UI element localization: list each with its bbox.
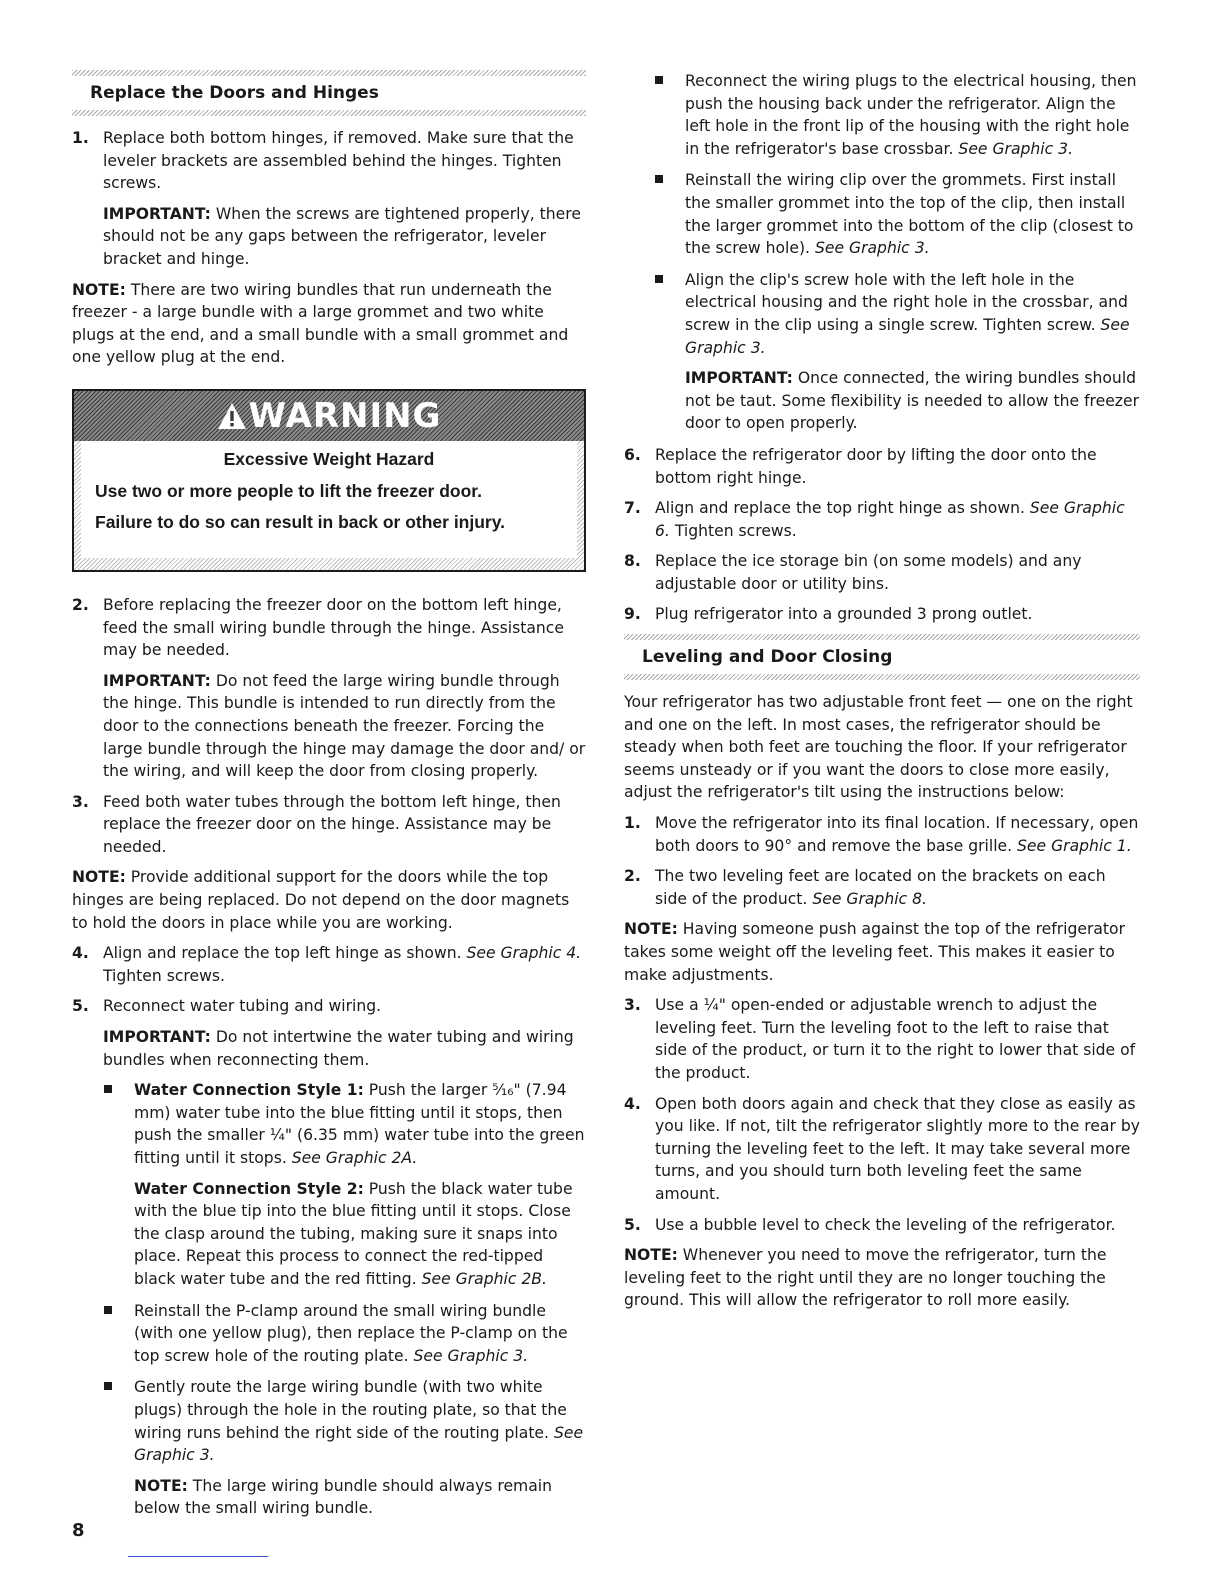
- note-move-refrigerator: [624, 1244, 1140, 1312]
- important-note: [103, 670, 586, 783]
- leveling-step-1: [624, 812, 1140, 857]
- bullet-square-icon: [103, 1300, 134, 1368]
- step-text: Before replacing the freezer door on the bottom left hinge, feed the small wiring bundle through the hinge. Assistance may be needed.: [103, 595, 564, 660]
- step-text-main: The two leveling feet are located on the brackets on each side of the product.: [655, 867, 1106, 908]
- step-number: 5.: [72, 997, 89, 1016]
- warning-body: [81, 441, 577, 558]
- step-number: 8.: [624, 552, 641, 571]
- section-rule-bottom: [624, 674, 1140, 680]
- bullet-reconnect-plugs: [654, 70, 1140, 160]
- warning-hazard: Excessive Weight Hazard: [223, 448, 435, 469]
- note-wiring-bundles: [72, 279, 586, 369]
- important-note: [103, 203, 586, 271]
- step-text: Use a bubble level to check the leveling of the refrigerator.: [655, 1215, 1116, 1234]
- step-text-main: Align and replace the top right hinge as shown.: [655, 499, 1030, 518]
- important-text: Once connected, the wiring bundles should not be taut. Some flexibility is needed to allow the freezer door to open properly.: [685, 369, 1140, 433]
- bullet-text: [685, 70, 1140, 160]
- graphic-reference: See Graphic 8.: [812, 889, 927, 908]
- note-label: NOTE:: [134, 1476, 188, 1495]
- leveling-step-4: [624, 1093, 1140, 1206]
- bullet-body-text: Reconnect the wiring plugs to the electrical housing, then push the housing back under the refrigerator. Align the left hole in the front lip of the housing with the right hole in the refrigerator's base crossbar.: [685, 72, 1137, 158]
- graphic-reference: See Graphic 2A.: [291, 1149, 418, 1167]
- leveling-step-3: [624, 994, 1140, 1084]
- step-number: 3.: [72, 792, 89, 811]
- note-text: Provide additional support for the doors while the top hinges are being replaced. Do not depend on the door magnets to hold the doors in place while you are working.: [72, 868, 570, 932]
- step-number: 2.: [72, 595, 89, 614]
- bullet-text: [134, 1376, 586, 1466]
- graphic-reference: See Graphic 3.: [958, 139, 1074, 158]
- step-number: 5.: [624, 1215, 641, 1234]
- right-column: [624, 70, 1140, 1320]
- step-number: 9.: [624, 605, 641, 624]
- graphic-reference: See Graphic 3.: [413, 1346, 529, 1365]
- note-label: NOTE:: [624, 920, 678, 939]
- step-text: Feed both water tubes through the bottom left hinge, then replace the freezer door on the hinge. Assistance may be needed.: [103, 792, 561, 856]
- important-label: IMPORTANT:: [685, 369, 793, 388]
- bullet-water-connection: [103, 1079, 586, 1290]
- step-number: 3.: [624, 996, 641, 1015]
- bullet-text: [685, 269, 1140, 359]
- step-number: 4.: [624, 1094, 641, 1113]
- step-8: [624, 550, 1140, 595]
- section-rule-bottom: [72, 110, 586, 116]
- step-text: Use a ¼" open-ended or adjustable wrench to adjust the leveling feet. Turn the leveling foot to the left to raise that side of the product, or turn it to the right to lower that side of the product.: [655, 996, 1136, 1082]
- step-text: Reconnect water tubing and wiring.: [103, 997, 382, 1016]
- note-text: Whenever you need to move the refrigerator, turn the leveling feet to the right until they are no longer touching the ground. This will allow the refrigerator to roll more easily.: [624, 1246, 1107, 1310]
- note-text: The large wiring bundle should always remain below the small wiring bundle.: [134, 1476, 552, 1518]
- step-text: Replace the refrigerator door by lifting the door onto the bottom right hinge.: [655, 445, 1097, 487]
- bullet-body-text: Reinstall the P-clamp around the small wiring bundle (with one yellow plug), then replace the P-clamp on the top screw hole of the routing plate.: [134, 1301, 568, 1365]
- note-label: NOTE:: [624, 1246, 678, 1265]
- left-column: [72, 70, 586, 1537]
- graphic-reference: See Graphic 3.: [814, 239, 930, 258]
- section-title-replace-doors: Replace the Doors and Hinges: [90, 83, 379, 103]
- step-text: [655, 497, 1140, 542]
- leveling-step-5: [624, 1214, 1140, 1237]
- bullet-body-text: Align the clip's screw hole with the left hole in the electrical housing and the right hole in the crossbar, and screw in the clip using a single screw. Tighten screw.: [685, 270, 1128, 334]
- leveling-step-2: [624, 865, 1140, 910]
- important-note: [103, 1026, 586, 1071]
- graphic-reference: See Graphic 3.: [685, 315, 1130, 357]
- bullet-p-clamp: [103, 1300, 586, 1368]
- bullet-note: [134, 1475, 586, 1520]
- bullet-lead: Water Connection Style 2:: [134, 1179, 364, 1198]
- warning-box: [72, 389, 586, 572]
- step-number: 1.: [624, 814, 641, 833]
- bullet-square-icon: [654, 70, 685, 160]
- note-leveling-weight: [624, 918, 1140, 986]
- bullet-body-text: Gently route the large wiring bundle (with two white plugs) through the hole in the routing plate, so that the wiring runs behind the right side of the routing plate.: [134, 1378, 567, 1442]
- graphic-reference: See Graphic 4.: [466, 944, 582, 963]
- bullet-body-text: Push the black water tube with the blue tip into the blue fitting until it stops. Close the clasp around the tubing, making sure it snaps into place. Repeat this process to connect the red-tipped black water tube and the red fitting.: [134, 1179, 573, 1288]
- step-number: 2.: [624, 867, 641, 886]
- bullet-text: [134, 1079, 586, 1169]
- step-6: [624, 444, 1140, 489]
- step-text-tail: Tighten screws.: [669, 521, 797, 540]
- leveling-intro: Your refrigerator has two adjustable front feet — one on the right and one on the left. In most cases, the refrigerator should be steady when both feet are touching the floor. If your refrigerator seems unsteady or if you want the doors to close more easily, adjust the refrigerator's tilt using the instructions below:: [624, 693, 1133, 802]
- important-text: Do not intertwine the water tubing and wiring bundles when reconnecting them.: [103, 1028, 574, 1069]
- important-label: IMPORTANT:: [103, 1028, 211, 1047]
- important-label: IMPORTANT:: [103, 671, 211, 690]
- step-text-main: Align and replace the top left hinge as shown.: [103, 944, 467, 963]
- warning-line-2: Failure to do so can result in back or other injury.: [95, 511, 506, 532]
- step-text: [655, 812, 1140, 857]
- step-9: [624, 603, 1140, 626]
- bullet-text: [134, 1300, 586, 1368]
- page-number: 8: [72, 1520, 85, 1541]
- step-text-main: Move the refrigerator into its final location. If necessary, open both doors to 90° and remove the base grille.: [655, 814, 1139, 855]
- footer-line: [128, 1556, 268, 1557]
- section-title-leveling: Leveling and Door Closing: [642, 647, 893, 668]
- step-text: Plug refrigerator into a grounded 3 prong outlet.: [655, 605, 1033, 624]
- warning-title: WARNING: [248, 395, 442, 436]
- step-1: [72, 127, 586, 271]
- step-text: Replace both bottom hinges, if removed. Make sure that the leveler brackets are assembled behind the hinges. Tighten screws.: [103, 129, 574, 193]
- important-text: Do not feed the large wiring bundle through the hinge. This bundle is intended to run directly from the door to the connections beneath the freezer. Forcing the large bundle through the hinge may damage the door and/ or the wiring, and will keep the door from closing properly.: [103, 671, 586, 781]
- graphic-reference: See Graphic 3.: [134, 1423, 584, 1465]
- bullet-square-icon: [654, 269, 685, 435]
- note-label: NOTE:: [72, 868, 126, 887]
- important-label: IMPORTANT:: [103, 204, 211, 223]
- bullet-lead: Water Connection Style 1:: [134, 1081, 364, 1100]
- note-text: There are two wiring bundles that run underneath the freezer - a large bundle with a large grommet and two white plugs at the end, and a small bundle with a small grommet and one yellow plug at the end.: [72, 280, 569, 367]
- bullet-square-icon: [654, 169, 685, 259]
- step-text: Open both doors again and check that they close as easily as you like. If not, tilt the refrigerator slightly more to the rear by turning the leveling feet to the left. It may take several more turns, and you should turn both leveling feet the same amount.: [655, 1094, 1140, 1203]
- step-text: [655, 865, 1140, 910]
- warning-line-1: Use two or more people to lift the freezer door.: [95, 480, 482, 501]
- graphic-reference: See Graphic 1.: [1017, 836, 1132, 855]
- important-note: [685, 367, 1140, 435]
- step-number: 1.: [72, 129, 89, 147]
- step-3: [72, 791, 586, 859]
- step-number: 7.: [624, 499, 641, 518]
- step-5: [72, 995, 586, 1528]
- bullet-body-text: Reinstall the wiring clip over the grommets. First install the smaller grommet into the top of the clip, then install the larger grommet into the bottom of the clip (closest to the screw hole).: [685, 171, 1134, 258]
- important-text: When the screws are tightened properly, there should not be any gaps between the refrigerator, leveler bracket and hinge.: [103, 204, 581, 268]
- step-7: [624, 497, 1140, 542]
- step-text: Replace the ice storage bin (on some models) and any adjustable door or utility bins.: [655, 552, 1082, 593]
- bullet-square-icon: [103, 1079, 134, 1290]
- step-number: 6.: [624, 445, 641, 464]
- bullet-wiring-clip: [654, 169, 1140, 259]
- bullet-text: [134, 1178, 586, 1291]
- note-label: NOTE:: [72, 280, 126, 299]
- bullet-square-icon: [103, 1376, 134, 1520]
- note-support-doors: [72, 866, 586, 934]
- bullet-align-clip: [654, 269, 1140, 435]
- warning-header: [74, 391, 584, 441]
- step-text-tail: Tighten screws.: [103, 966, 225, 985]
- step-4: [72, 942, 586, 987]
- bullet-route-bundle: [103, 1376, 586, 1520]
- step-number: 4.: [72, 944, 89, 963]
- bullet-text: [685, 169, 1140, 259]
- graphic-reference: See Graphic 2B.: [421, 1269, 547, 1288]
- note-text: Having someone push against the top of the refrigerator takes some weight off the leveling feet. This makes it easier to make adjustments.: [624, 920, 1125, 984]
- step-2: [72, 594, 586, 783]
- graphic-reference: See Graphic 6.: [655, 499, 1125, 540]
- step-text: [103, 942, 586, 987]
- bullet-body-text: Push the larger ⁵⁄₁₆" (7.94 mm) water tube into the blue fitting until it stops, then push the smaller ¼" (6.35 mm) water tube into the green fitting until it stops.: [134, 1081, 585, 1167]
- warning-triangle-icon: [217, 402, 247, 430]
